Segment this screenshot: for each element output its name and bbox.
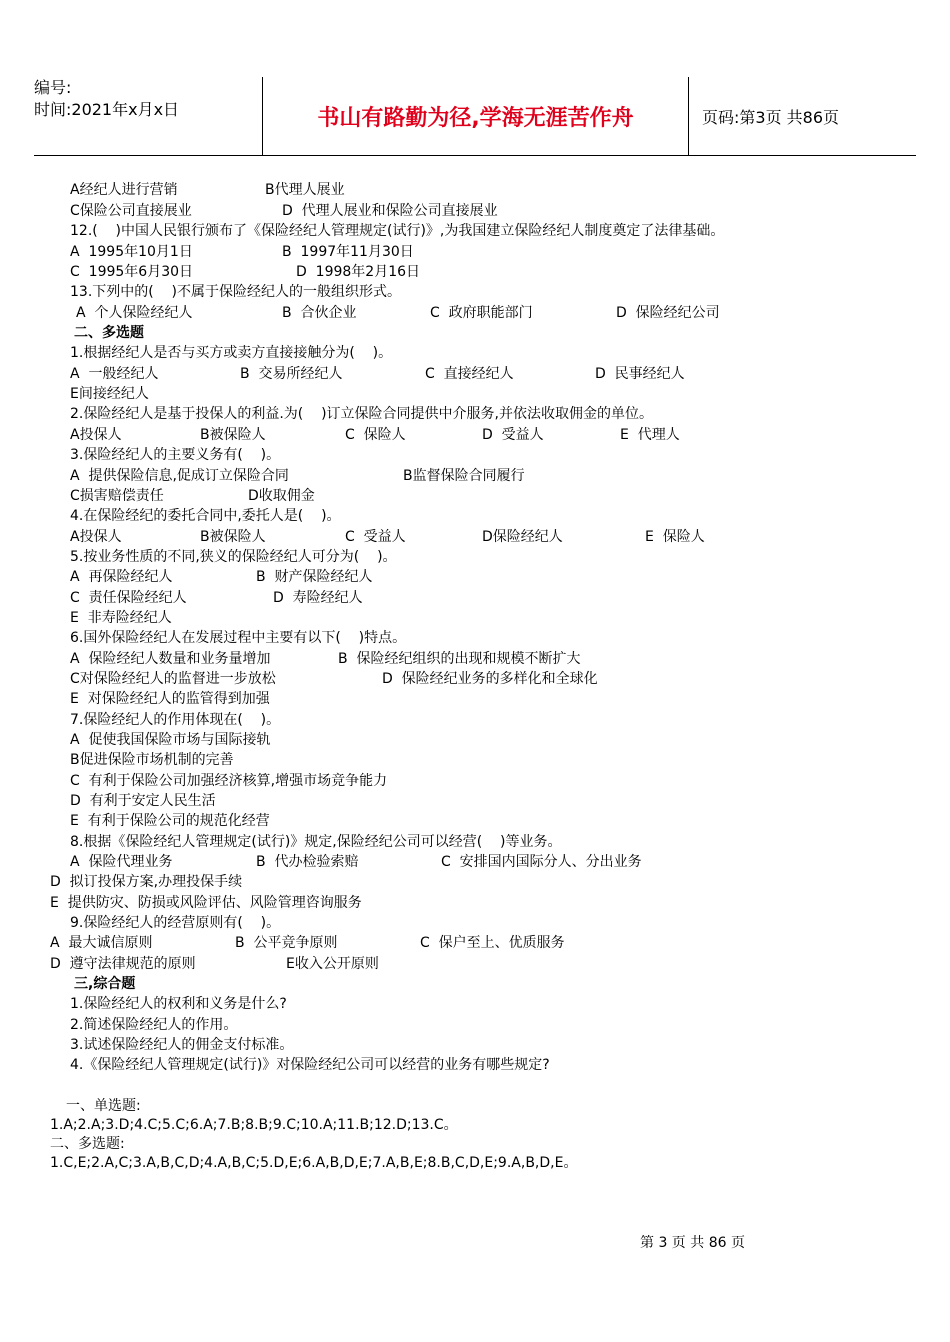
text-line: 1.C,E;2.A,C;3.A,B,C,D;4.A,B,C;5.D,E;6.A,B,D,E;7.A,B,E;8.B,C,D,E;9.A,B,D,E。 (50, 1155, 578, 1171)
text-line: 1.根据经纪人是否与买方或卖方直接接触分为( )。 (70, 345, 393, 361)
text-line: B 合伙企业 (282, 305, 357, 321)
page-header (34, 77, 916, 156)
text-line: D 受益人 (482, 427, 544, 443)
text-line: A 保险代理业务 (70, 854, 173, 870)
text-line: A经纪人进行营销 (70, 182, 178, 198)
text-line: E收入公开原则 (286, 956, 379, 972)
text-line: 2.简述保险经纪人的作用。 (70, 1017, 238, 1033)
text-line: 5.按业务性质的不同,狭义的保险经纪人可分为( )。 (70, 549, 397, 565)
text-line: D 保险经纪业务的多样化和全球化 (382, 671, 598, 687)
text-line: B 代办检验索赔 (256, 854, 359, 870)
text-line: 一、单选题: (66, 1098, 141, 1114)
text-line: D 拟订投保方案,办理投保手续 (50, 874, 243, 890)
text-line: A 促使我国保险市场与国际接轨 (70, 732, 271, 748)
text-line: C对保险经纪人的监督进一步放松 (70, 671, 276, 687)
section-heading: 二、多选题 (74, 325, 144, 341)
text-line: D 寿险经纪人 (273, 590, 363, 606)
text-line: 3.保险经纪人的主要义务有( )。 (70, 447, 281, 463)
text-line: 3.试述保险经纪人的佣金支付标准。 (70, 1037, 294, 1053)
text-line: 1.保险经纪人的权利和义务是什么? (70, 996, 287, 1012)
text-line: B代理人展业 (265, 182, 345, 198)
text-line: A 1995年10月1日 (70, 244, 193, 260)
text-line: C 责任保险经纪人 (70, 590, 187, 606)
document-number-label: 编号: (34, 78, 72, 97)
text-line: 12.( )中国人民银行颁布了《保险经纪人管理规定(试行)》,为我国建立保险经纪人制度奠定了法律基础。 (70, 223, 725, 239)
text-line: D收取佣金 (248, 488, 315, 504)
text-line: C 安排国内国际分人、分出业务 (441, 854, 642, 870)
text-line: C 直接经纪人 (425, 366, 514, 382)
text-line: E 有利于保险公司的规范化经营 (70, 813, 270, 829)
text-line: 4.在保险经纪的委托合同中,委托人是( )。 (70, 508, 341, 524)
text-line: A投保人 (70, 529, 122, 545)
text-line: 13.下列中的( )不属于保险经纪人的一般组织形式。 (70, 284, 401, 300)
text-line: B促进保险市场机制的完善 (70, 752, 234, 768)
text-line: 二、多选题: (50, 1136, 125, 1152)
text-line: E间接经纪人 (70, 386, 149, 402)
text-line: C 保户至上、优质服务 (420, 935, 565, 951)
text-line: 7.保险经纪人的作用体现在( )。 (70, 712, 281, 728)
text-line: B 财产保险经纪人 (256, 569, 373, 585)
text-line: 1.A;2.A;3.D;4.C;5.C;6.A;7.B;8.B;9.C;10.A;11.B;12.D;13.C。 (50, 1117, 458, 1133)
text-line: E 非寿险经纪人 (70, 610, 172, 626)
text-line: E 提供防灾、防损或风险评估、风险管理咨询服务 (50, 895, 362, 911)
text-line: B被保险人 (200, 427, 266, 443)
text-line: D 有利于安定人民生活 (70, 793, 216, 809)
text-line: 2.保险经纪人是基于投保人的利益.为( )订立保险合同提供中介服务,并依法收取佣金的单位。 (70, 406, 653, 422)
header-motto: 书山有路勤为径,学海无涯苦作舟 (317, 106, 634, 131)
text-line: B监督保险合同履行 (403, 468, 525, 484)
text-line: 8.根据《保险经纪人管理规定(试行)》规定,保险经纪公司可以经营( )等业务。 (70, 834, 562, 850)
text-line: E 对保险经纪人的监管得到加强 (70, 691, 270, 707)
text-line: C 有利于保险公司加强经济核算,增强市场竞争能力 (70, 773, 388, 789)
text-line: C 1995年6月30日 (70, 264, 194, 280)
text-line: A 个人保险经纪人 (76, 305, 193, 321)
text-line: B 交易所经纪人 (240, 366, 343, 382)
header-page-number: 页码:第3页 共86页 (702, 108, 840, 127)
document-time-label: 时间:2021年x月x日 (34, 100, 180, 119)
text-line: E 代理人 (620, 427, 680, 443)
text-line: C损害赔偿责任 (70, 488, 164, 504)
header-motto-cell (263, 77, 689, 155)
text-line: C 受益人 (345, 529, 406, 545)
text-line: B 1997年11月30日 (282, 244, 414, 260)
text-line: A 再保险经纪人 (70, 569, 173, 585)
text-line: 4.《保险经纪人管理规定(试行)》对保险经纪公司可以经营的业务有哪些规定? (70, 1057, 550, 1073)
text-line: B 保险经纪组织的出现和规模不断扩大 (338, 651, 581, 667)
text-line: A投保人 (70, 427, 122, 443)
text-line: A 一般经纪人 (70, 366, 159, 382)
text-line: D 遵守法律规范的原则 (50, 956, 196, 972)
page-footer: 第 3 页 共 86 页 (640, 1235, 745, 1251)
text-line: D 保险经纪公司 (616, 305, 720, 321)
text-line: C 政府职能部门 (430, 305, 533, 321)
text-line: A 提供保险信息,促成订立保险合同 (70, 468, 289, 484)
text-line: B被保险人 (200, 529, 266, 545)
section-heading: 三,综合题 (74, 976, 136, 992)
text-line: E 保险人 (645, 529, 705, 545)
text-line: 9.保险经纪人的经营原则有( )。 (70, 915, 281, 931)
text-line: D保险经纪人 (482, 529, 563, 545)
text-line: D 民事经纪人 (595, 366, 685, 382)
text-line: C 保险人 (345, 427, 406, 443)
header-info-cell (34, 77, 263, 155)
text-line: A 最大诚信原则 (50, 935, 153, 951)
text-line: C保险公司直接展业 (70, 203, 192, 219)
text-line: D 1998年2月16日 (296, 264, 421, 280)
text-line: B 公平竞争原则 (235, 935, 338, 951)
text-line: D 代理人展业和保险公司直接展业 (282, 203, 498, 219)
text-line: A 保险经纪人数量和业务量增加 (70, 651, 271, 667)
text-line: 6.国外保险经纪人在发展过程中主要有以下( )特点。 (70, 630, 407, 646)
